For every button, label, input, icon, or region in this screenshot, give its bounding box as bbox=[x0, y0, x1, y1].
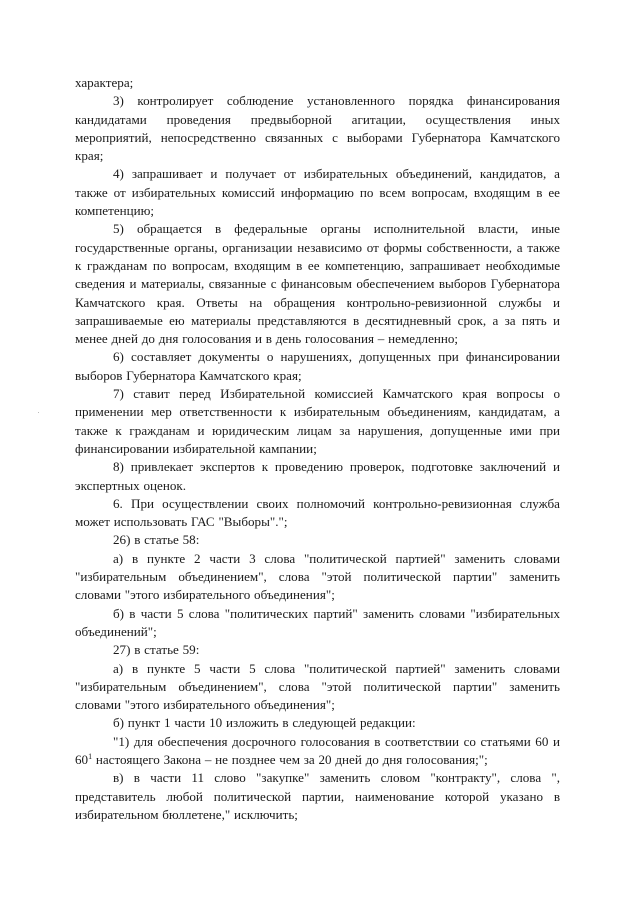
margin-speck bbox=[38, 412, 39, 413]
quote-text-after: настоящего Закона – не позднее чем за 20 дней до дня голосования;"; bbox=[92, 751, 488, 767]
paragraph: 6. При осуществлении своих полномочий контрольно-ревизионная служба может использовать ГАС "Выборы"."; bbox=[75, 495, 560, 530]
paragraph-list bbox=[75, 74, 560, 733]
quote-text-before: "1) для обеспечения досрочного голосования в соответствии со статьями 60 и 60 bbox=[75, 733, 560, 767]
paragraph: 5) обращается в федеральные органы исполнительной власти, иные государственные органы, организации независимо от формы собственности, а также к гражданам по вопросам, входящим в ее компетенцию, запрашивает необходимые сведения и материалы, связанные с финансовым обеспечением выборов Губернатора Камчатского края. Ответы на обращения контрольно-ревизионной службы и запрашиваемые ею материалы представляются в десятидневный срок, а за пять и менее дней до дня голосования и в день голосования – немедленно; bbox=[75, 221, 560, 347]
quote-paragraph bbox=[75, 733, 560, 770]
paragraph: 6) составляет документы о нарушениях, допущенных при финансировании выборов Губернатора Камчатского края; bbox=[75, 349, 560, 383]
paragraph: а) в пункте 2 части 3 слова "политической партией" заменить словами "избирательным объединением", слова "этой политической партии" заменить словами "этого избирательного объединения"; bbox=[75, 550, 560, 603]
superscript: 1 bbox=[88, 751, 93, 761]
paragraph: 3) контролирует соблюдение установленного порядка финансирования кандидатами проведения предвыборной агитации, осуществления иных мероприятий, непосредственно связанных с выборами Губернатора Камчатского края; bbox=[75, 93, 560, 164]
paragraph: а) в пункте 5 части 5 слова "политической партией" заменить словами "избирательным объединением", слова "этой политической партии" заменить словами "этого избирательного объединения"; bbox=[75, 660, 560, 713]
document-page bbox=[75, 74, 560, 824]
paragraph: характера; bbox=[75, 75, 134, 90]
paragraph: 27) в статье 59: bbox=[113, 642, 200, 658]
paragraph: б) в части 5 слова "политических партий" заменить словами "избирательных объединений"; bbox=[75, 605, 560, 639]
paragraph: б) пункт 1 части 10 изложить в следующей редакции: bbox=[113, 715, 416, 731]
paragraph: 8) привлекает экспертов к проведению проверок, подготовке заключений и экспертных оценок. bbox=[75, 459, 560, 493]
paragraph: 7) ставит перед Избирательной комиссией Камчатского края вопросы о применении мер ответственности к избирательным объединениям, кандидатам, а также к гражданам и юридическим лицам за нарушения, допущенные ими при финансировании избирательной кампании; bbox=[75, 386, 560, 456]
paragraph: 26) в статье 58: bbox=[113, 532, 200, 548]
final-paragraph: в) в части 11 слово "закупке" заменить словом "контракту", слова ", представитель любой политической партии, наименование которой указано в избирательном бюллетене," исключить; bbox=[75, 770, 560, 822]
paragraph: 4) запрашивает и получает от избирательных объединений, кандидатов, а также от избирательных комиссий информацию по всем вопросам, входящим в ее компетенцию; bbox=[75, 166, 560, 219]
